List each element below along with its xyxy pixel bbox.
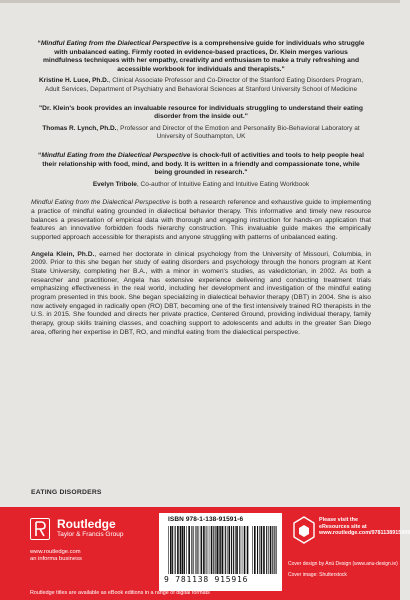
endorsement-1	[31, 40, 371, 95]
endorsement-3-attribution	[35, 181, 367, 190]
cover-design-credit: Cover design by Anú Design (www.anu-design.ie)	[288, 561, 398, 567]
routledge-logo-icon	[30, 518, 50, 540]
endorsement-2-attribution	[35, 125, 367, 142]
publisher-website[interactable]: www.routledge.com	[30, 549, 81, 555]
isbn-label: ISBN 978-1-138-91591-6	[168, 516, 244, 523]
book-description	[31, 199, 371, 242]
endorsement-1-role: , Clinical Associate Professor and Co-Director of the Stanford Eating Disorders Program, Adult Services, Department of Psychiatry and Behavioral Sciences at Stanford University School of Medicine	[44, 77, 364, 93]
subject-category: EATING DISORDERS	[31, 489, 102, 496]
top-rule	[0, 0, 400, 3]
isbn-barcode-panel	[159, 513, 282, 591]
endorsement-1-quote: “Mindful Eating from the Dialectical Perspective is a comprehensive guide for individuals who struggle with unbalanced eating. Firmly rooted in evidence-based practices, Dr. Klein merges various mindfulness techniques with her empathy, creativity and enthusiasm to make a truly refreshing and accessible workbook for individuals and therapists."	[37, 40, 365, 73]
cover-image-credit: Cover image: Shutterstock	[288, 572, 347, 578]
endorsement-3-author: Evelyn Tribole	[92, 180, 137, 188]
barcode-digits: 9 781138 915916	[164, 575, 249, 584]
endorsement-3-role: , Co-author of Intuitive Eating and Intuitive Eating Workbook	[136, 180, 310, 188]
endorsement-1-title: Mindful Eating from the Dialectical Perspective	[40, 40, 190, 47]
endorsement-3-quote: “Mindful Eating from the Dialectical Perspective is chock-full of activities and tools to help people heal their relationship with food, mind, and body. It is written in a friendly and compassionate tone, while being grounded in research."	[38, 151, 364, 177]
publisher-group: Taylor & Francis Group	[57, 531, 124, 538]
author-bio-name: Angela Klein, Ph.D.	[31, 250, 95, 258]
endorsement-3-text: is chock-full of activities and tools to help people heal their relationship with food, mind, and body. It is written in a friendly and compassionate tone, while being grounded in research."	[42, 151, 364, 177]
endorsement-1-text: is a comprehensive guide for individuals who struggle with unbalanced eating. Firmly rooted in evidence-based practices, Dr. Klein merges various mindfulness techniques with her empathy, creativity and enthusiasm to make a truly refreshing and accessible workbook for individuals and therapists."	[42, 40, 365, 73]
publisher-tagline: an informa business	[30, 556, 82, 562]
book-description-text: is both a research reference and exhaustive guide to implementing a practice of mindful eating grounded in dialectical behavior therapy. This informative and timely new resource balances a presentation of empirical data with thorough and engaging instruction for hands-on application that features an innovative forbidden foods hierarchy construction. This invaluable guide makes the empirically supported approach accessible for therapists and anyone struggling with patterns of unbalanced eating.	[31, 199, 371, 241]
endorsement-2-role: , Professor and Director of the Emotion and Personality Bio-Behavioral Laboratory at University of Southampton, UK	[116, 124, 360, 141]
ebook-note: Routledge titles are available as eBook editions in a range of digital formats	[30, 590, 210, 596]
endorsement-2-text: "Dr. Klein's book provides an invaluable resource for individuals struggling to understand their eating disorder from the inside out."	[39, 104, 363, 121]
publisher-site	[30, 549, 82, 563]
endorsement-1-attribution	[35, 77, 367, 94]
back-cover-content	[31, 40, 371, 337]
author-bio	[31, 251, 371, 338]
endorsement-2-quote	[37, 105, 365, 122]
endorsement-1-author: Kristine H. Luce, Ph.D.	[38, 77, 109, 85]
endorsement-2	[31, 105, 371, 142]
endorsement-3-title: Mindful Eating from the Dialectical Perspective	[41, 151, 191, 159]
endorsement-2-author: Thomas R. Lynch, Ph.D.	[42, 124, 117, 132]
publisher-name: Routledge	[57, 517, 116, 531]
book-description-title: Mindful Eating from the Dialectical Perspective	[31, 199, 170, 207]
barcode-addon	[252, 526, 278, 574]
author-bio-text: , earned her doctorate in clinical psychology from the University of Missouri, Columbia, in 2009. Prior to this she began her study of eating disorders and psychology through the honors program at Kent State University, completing her B.A., with a minor in women's studies, as valedictorian, in 2002. As both a researcher and practitioner, Angela has extensive experience delivering and conducting treatment trials emphasizing effectiveness in the real world, including her development and investigation of the mindful eating program presented in this book. She began specializing in dialectical behavior therapy (DBT) in 2004. She is also now actively engaged in radically open (RO) DBT, becoming one of the first intensively trained RO therapists in the U.S. in 2015. She founded and directs her private practice, Centered Ground, providing individual therapy, family therapy, group skills training classes, and coaching support to adolescents and adults in the greater San Diego area, offering her expertise in DBT, RO, and mindful eating from the dialectical perspective.	[31, 250, 371, 336]
eresources-text[interactable]: Please visit the eResources site at www.routledge.com/9781138915909	[319, 517, 410, 537]
endorsement-3	[31, 152, 371, 189]
barcode-main	[168, 526, 248, 574]
